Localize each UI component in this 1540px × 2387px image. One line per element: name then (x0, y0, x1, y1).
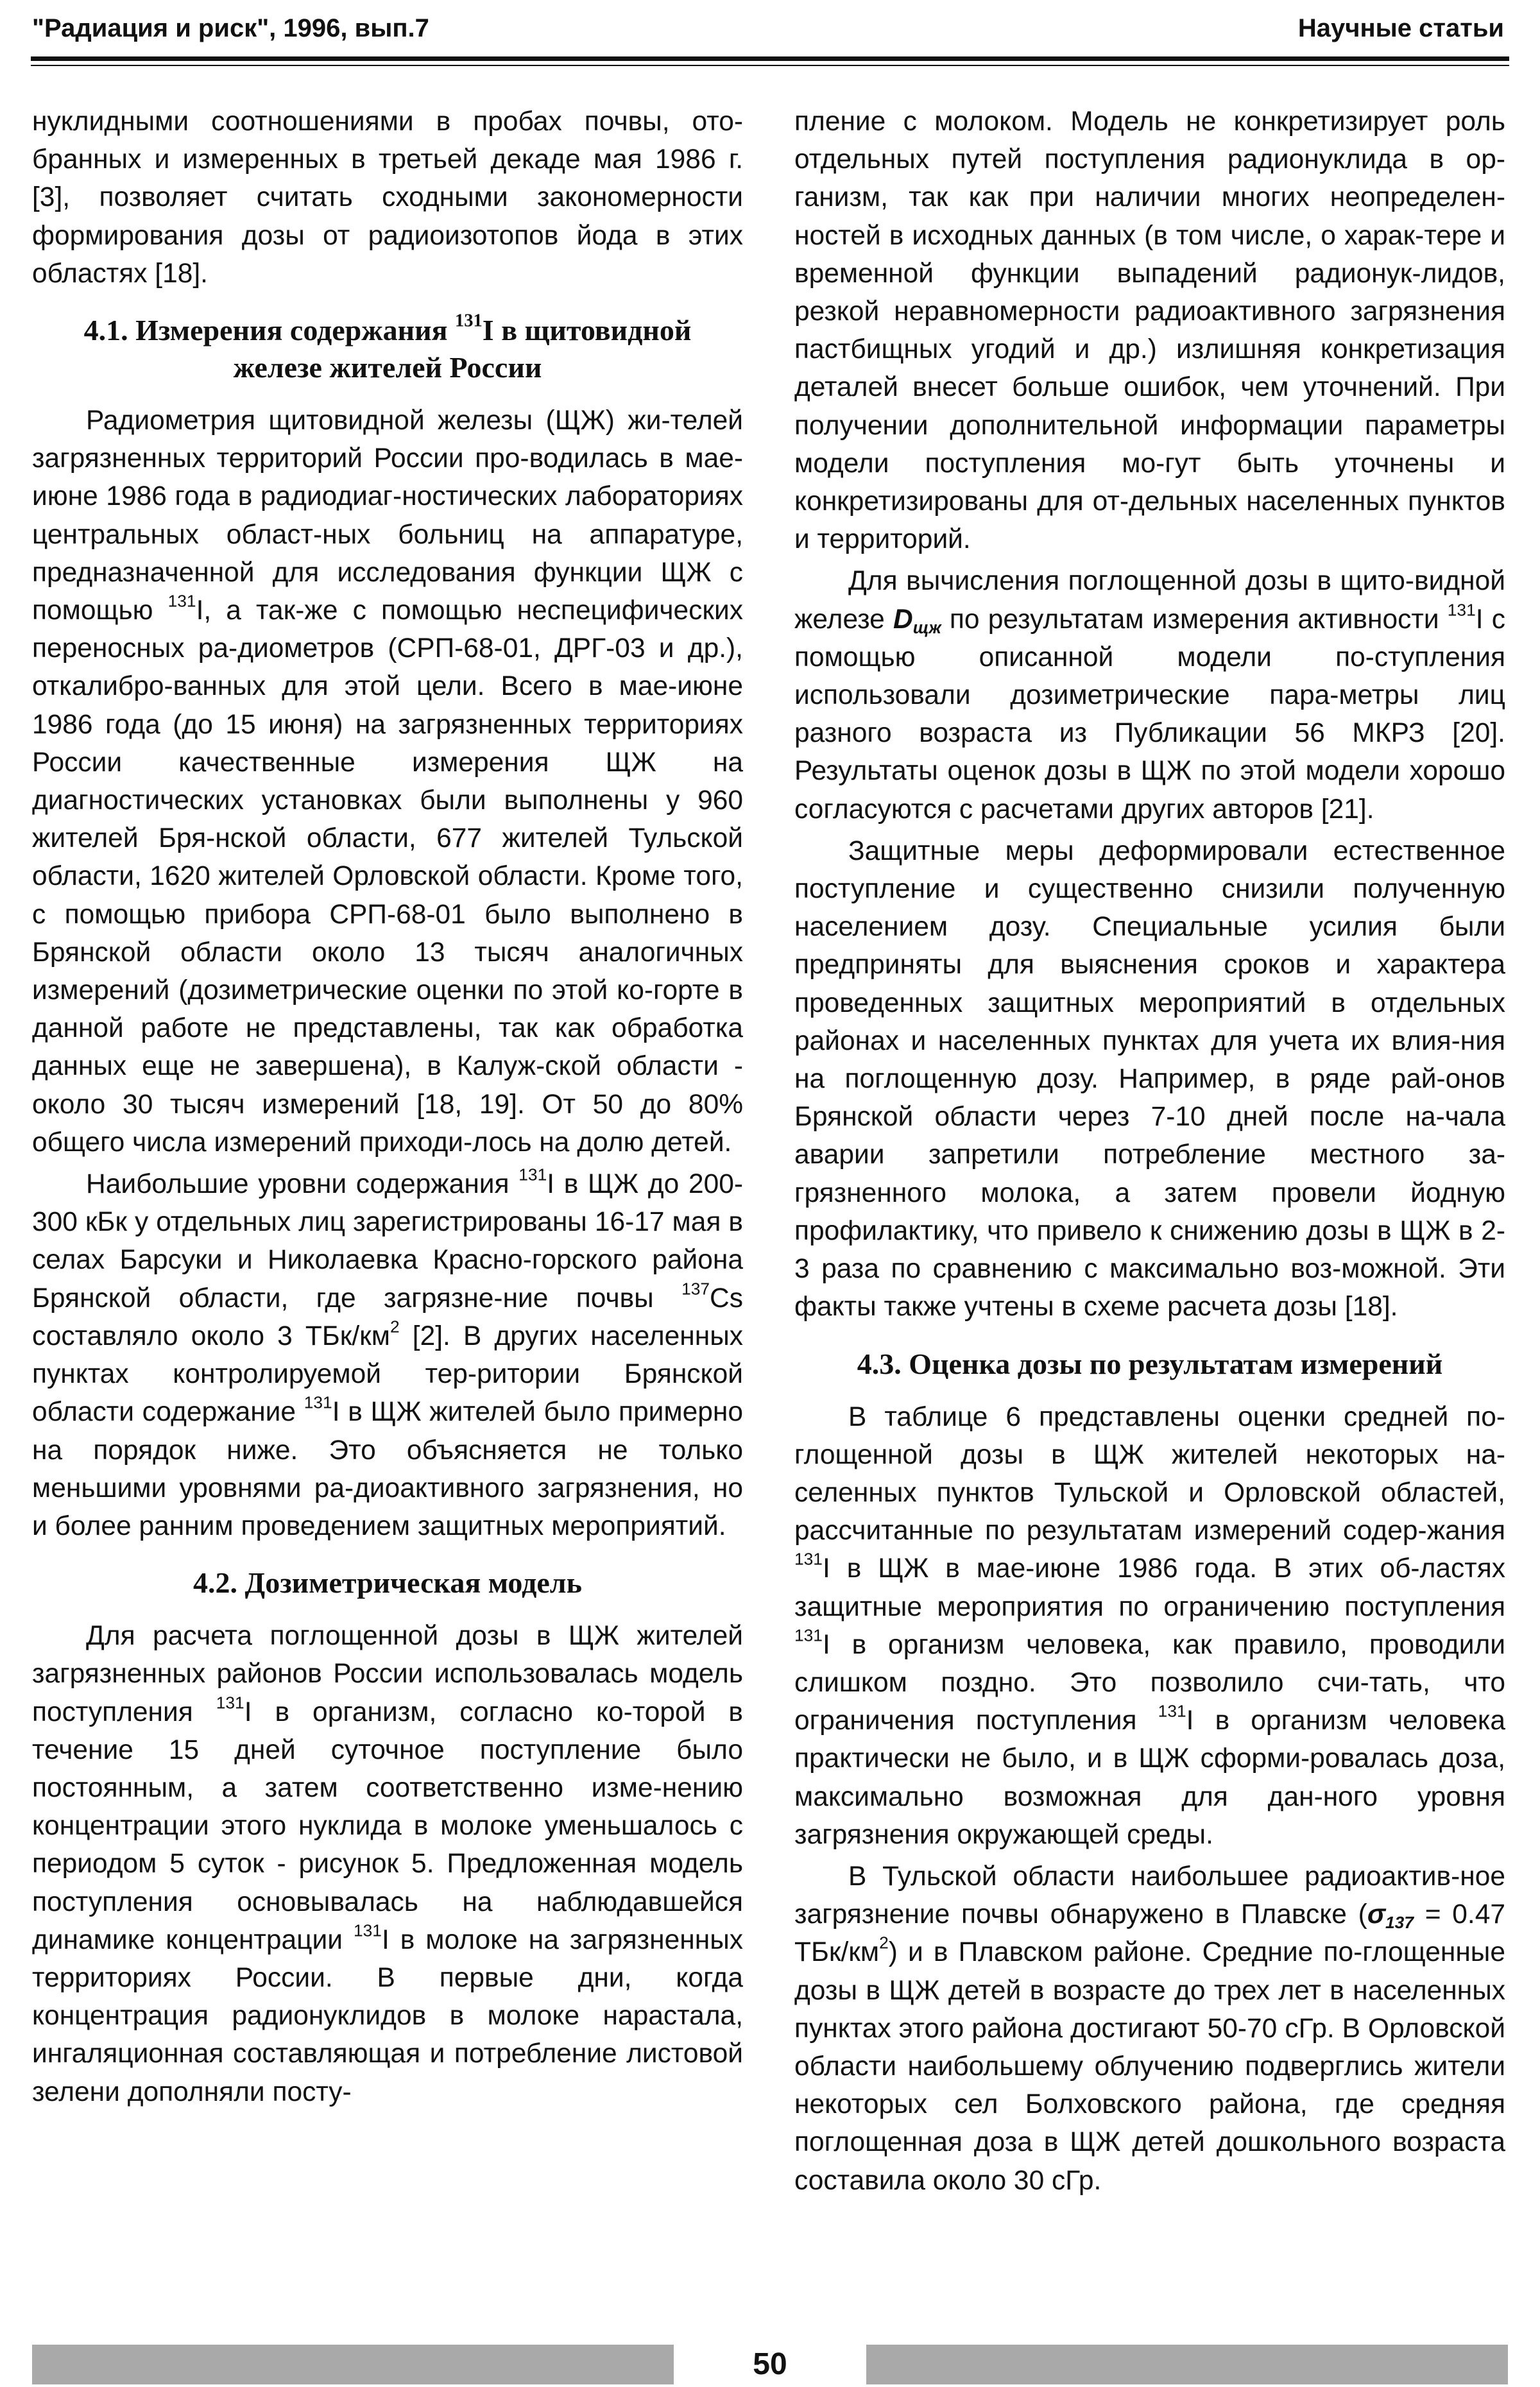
paragraph-tula-orel: В Тульской области наибольшее радиоактив-ное загрязнение почвы обнаружено в Плавске ($\sigma_{137} = 0.47$ ТБк/$км^2$) и в Плавском районе. Средние по-глощенные дозы в ЩЖ детей в возрасте до трех лет в населенных пунктах этого района достигают 50-70 сГр. В Орловской области наибольшему облучению подверглись жители некоторых сел Болховского района, где средняя поглощенная доза в ЩЖ детей дошкольного возраста составила около 30 сГр. (794, 1861, 1505, 2196)
right-column (794, 103, 1505, 2200)
paragraph-model-continued: пление с молоком. Модель не конкретизирует роль отдельных путей поступления радионуклида в ор-ганизм, так как при наличии многих неопределен-ностей в исходных данных (в том числе, о харак-тере и временной функции выпадений радионук-лидов, резкой неравномерности радиоактивного загрязнения пастбищных угодий и др.) излишняя конкретизация деталей внесет больше ошибок, чем уточнений. При получении дополнительной информации параметры модели поступления мо-гут быть уточнены и конкретизированы для от-дельных населенных пунктов и территорий. (794, 107, 1505, 555)
footer-bar-left (32, 2345, 674, 2384)
header-rule-thick (31, 56, 1509, 61)
page-number: 50 (753, 2347, 787, 2381)
section-heading-4-3: 4.3. Оценка дозы по результатам измерений (857, 1347, 1443, 1380)
paragraph-table-6: В таблице 6 представлены оценки средней по-глощенной дозы в ЩЖ жителей некоторых на-селенных пунктов Тульской и Орловской областей, рассчитанные по результатам измерений содер-жания $^{131}$I в ЩЖ в мае-июне 1986 года. В этих об-ластях защитные мероприятия по ограничению поступления $^{131}$I в организм человека, как правило, проводили слишком поздно. Это позволило счи-тать, что ограничения поступления $^{131}$I в организм человека практически не было, и в ЩЖ сформи-ровалась доза, максимально возможная для дан-ного уровня загрязнения окружающей среды. (794, 1401, 1505, 1850)
section-heading-4-2: 4.2. Дозиметрическая модель (193, 1566, 582, 1600)
journal-header: "Радиация и риск", 1996, вып.7 (32, 14, 429, 42)
section-heading-4-1: 4.1. Измерения содержания $^{131}$I в щитовидной железе жителей России (83, 311, 692, 384)
paragraph-radiometry: Радиометрия щитовидной железы (ЩЖ) жи-телей загрязненных территорий России про-водилась в мае-июне 1986 года в радиодиаг-ностических лабораториях центральных област-ных больниц на аппаратуре, предназначенной для исследования функции ЩЖ с помощью $^{131}$I, а так-же с помощью неспецифических переносных ра-диометров (СРП-68-01, ДРГ-03 и др.), откалибро-ванных для этой цели. Всего в мае-июне 1986 года (до 15 июня) на загрязненных территориях России качественные измерения ЩЖ на диагностических установках были выполнены у 960 жителей Бря-нской области, 677 жителей Тульской области, 1620 жителей Орловской области. Кроме того, с помощью прибора СРП-68-01 было выполнено в Брянской области около 13 тысяч аналогичных измерений (дозиметрические оценки по этой ко-горте в данной работе не представлены, так как обработка данных еще не завершена), в Калуж-ской области - около 30 тысяч измерений [18, 19]. От 50 до 80% общего числа измерений приходи-лось на долю детей. (32, 406, 743, 1158)
paragraph-dose-calculation: Для вычисления поглощенной дозы в щито-видной железе $D_{щж}$ по результатам измерения активности $^{131}$I с помощью описанной модели по-ступления использовали дозиметрические пара-метры лиц разного возраста из Публикации 56 МКРЗ [20]. Результаты оценок дозы в ЩЖ по этой модели хорошо согласуются с расчетами других авторов [21]. (794, 566, 1505, 825)
section-header: Научные статьи (1297, 14, 1504, 42)
paragraph-protective-measures: Защитные меры деформировали естественное поступление и существенно снизили полученную населением дозу. Специальные усилия были предприняты для выяснения сроков и характера проведенных защитных мероприятий в отдельных районах и населенных пунктах для учета их влия-ния на поглощенную дозу. Например, в ряде рай-онов Брянской области через 7-10 дней после на-чала аварии запретили потребление местного за-грязненного молока, а затем провели йодную профилактику, что привело к снижению дозы в ЩЖ в 2-3 раза по сравнению с максимально воз-можной. Эти факты также учтены в схеме расчета дозы [18]. (794, 835, 1505, 1322)
paragraph-max-levels: Наибольшие уровни содержания $^{131}$I в ЩЖ до 200-300 кБк у отдельных лиц зарегистрированы 16-17 мая в селах Барсуки и Николаевка Красно-горского района Брянской области, где загрязне-ние почвы $^{137}$Cs составляло около 3 ТБк/$км^2$ [2]. В других населенных пунктах контролируемой тер-ритории Брянской области содержание $^{131}$I в ЩЖ жителей было примерно на порядок ниже. Это объясняется не только меньшими уровнями ра-диоактивного загрязнения, но и более ранним проведением защитных мероприятий. (32, 1165, 744, 1541)
paragraph-model: Для расчета поглощенной дозы в ЩЖ жителей загрязненных районов России использовалась модель поступления $^{131}$I в организм, согласно ко-торой в течение 15 дней суточное поступление было постоянным, а затем соответственно изме-нению концентрации этого нуклида в молоке уменьшалось с периодом 5 суток - рисунок 5. Предложенная модель поступления основывалась на наблюдавшейся динамике концентрации $^{131}$I в молоке на загрязненных территориях России. В первые дни, когда концентрация радионуклидов в молоке нарастала, ингаляционная составляющая и потребление листовой зелени дополняли посту- (32, 1621, 743, 2107)
left-column (32, 103, 743, 2111)
header-rule-thin (31, 65, 1509, 66)
footer-bar-right (866, 2345, 1508, 2384)
paragraph-continuation: нуклидными соотношениями в пробах почвы, ото-бранных и измеренных в третьей декаде мая 1986 г. [3], позволяет считать сходными закономерности формирования дозы от радиоизотопов йода в этих областях [18]. (32, 107, 743, 289)
